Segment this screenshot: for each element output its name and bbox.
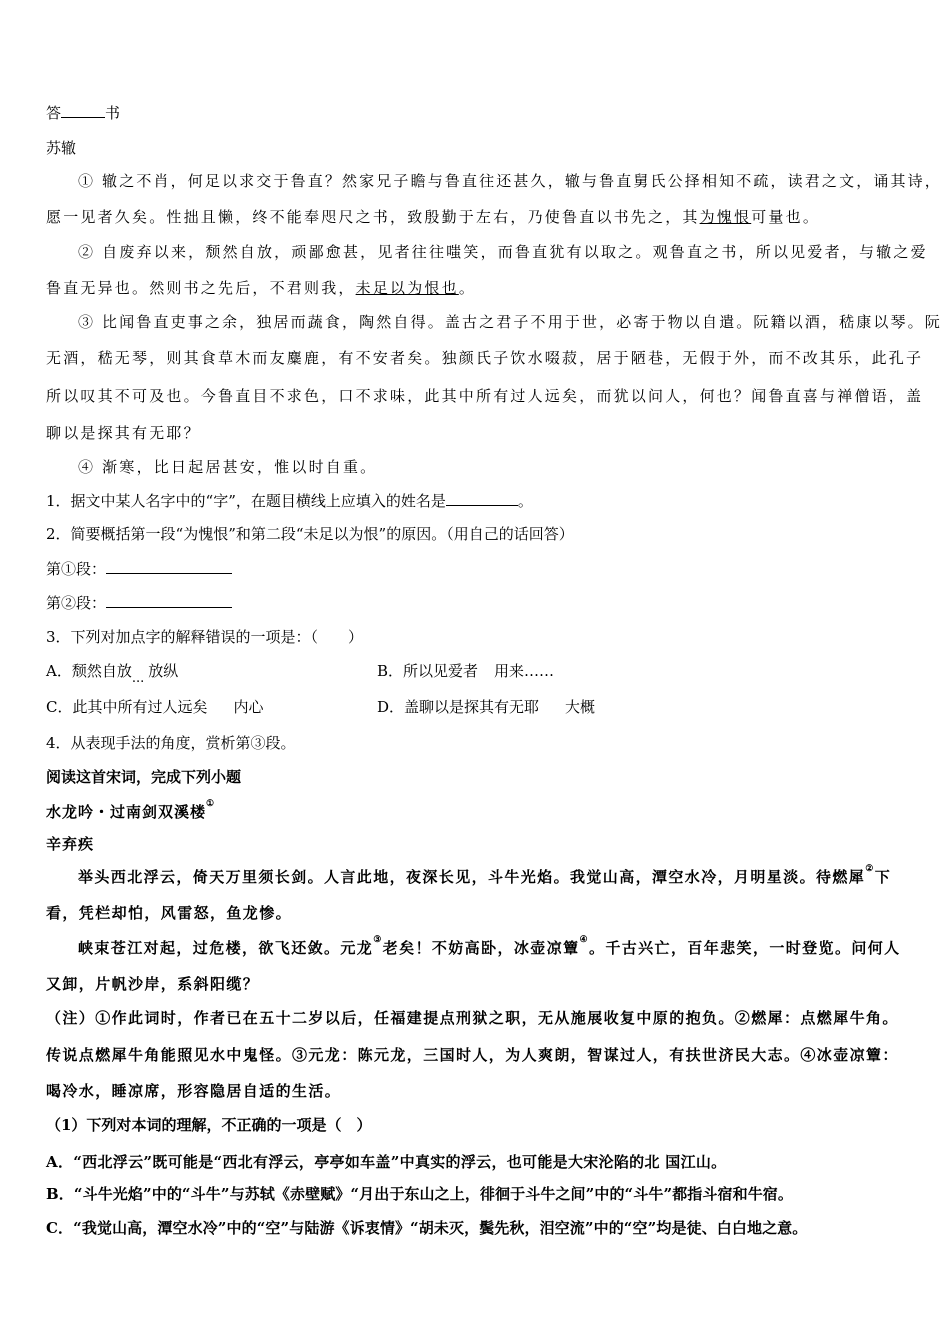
underlined-phrase-2: 未足以为恨也 — [355, 279, 459, 297]
poem-title: 水龙吟・过南剑双溪楼① — [46, 799, 216, 821]
question-3: 3．下列对加点字的解释错误的一项是：（ ） — [46, 628, 364, 646]
question-2: 2．简要概括第一段“为愧恨”和第二段“未足以为恨”的原因。（用自己的话回答） — [46, 525, 574, 543]
option-c: C．此其中所有过人远矣 内心 — [46, 698, 264, 716]
question-4: 4．从表现手法的角度，赏析第③段。 — [46, 734, 296, 752]
para1-line1: ① 辙之不肖，何足以求交于鲁直？然家兄子瞻与鲁直往还甚久，辙与鲁直舅氏公择相知不疏，读君之文，诵其诗， — [78, 172, 942, 190]
para3-line4: 聊以是探其有无耶？ — [46, 424, 201, 442]
letter-title: 答 书 — [46, 104, 121, 122]
subquestion-1: （1）下列对本词的理解，不正确的一项是（ ） — [46, 1116, 372, 1134]
answer-blank-2b — [106, 594, 232, 608]
para4: ④ 渐寒，比日起居甚安，惟以时自重。 — [78, 458, 378, 476]
stanza2-line2: 又卸，片帆沙岸，系斜阳缆？ — [46, 975, 260, 993]
para3-line1: ③ 比闻鲁直吏事之余，独居而蔬食，陶然自得。盖古之君子不用于世，必寄于物以自遣。阮籍以酒，嵇康以琴。阮 — [78, 313, 942, 331]
underlined-phrase-1: 为愧恨 — [699, 208, 752, 226]
note-line2: 传说点燃犀牛角能照见水中鬼怪。③元龙：陈元龙，三国时人，为人爽朗，智谋过人，有扶世济民大志。④冰壶凉簟： — [46, 1046, 899, 1064]
para2-line1: ② 自废弃以来，颓然自放，顽鄙愈甚，见者往往嗤笑，而鲁直犹有以取之。观鲁直之书，所以见爱者，与辙之爱 — [78, 243, 928, 261]
poem-author: 辛弃疾 — [46, 835, 95, 853]
sub-option-b: B．“斗牛光焰”中的“斗牛”与苏轼《赤壁赋》“月出于东山之上，徘徊于斗牛之间”中的“斗牛”都指斗宿和牛宿。 — [46, 1185, 794, 1203]
note-line1: （注）①作此词时，作者已在五十二岁以后，任福建提点刑狱之职，无从施展收复中原的抱负。②燃犀：点燃犀牛角。 — [46, 1009, 899, 1027]
stanza1-line1: 举头西北浮云，倚天万里须长剑。人言此地，夜深长见，斗牛光焰。我觉山高，潭空水冷，月明星淡。待燃犀②下 — [78, 864, 892, 886]
option-b: B．所以见爱者 用来…… — [377, 662, 555, 680]
stanza1-line2: 看，凭栏却怕，风雷怒，鱼龙惨。 — [46, 904, 293, 922]
para1-line2: 愿一见者久矣。性拙且懒，终不能奉咫尺之书，致殷勤于左右，乃使鲁直以书先之，其为愧恨可量也。 — [46, 208, 821, 226]
para2-line2: 鲁直无异也。然则书之先后，不君则我，未足以为恨也。 — [46, 279, 477, 297]
section-heading: 阅读这首宋词，完成下列小题 — [46, 768, 242, 786]
answer-blank-2a — [106, 560, 232, 574]
question-2-part-1: 第①段： — [46, 558, 232, 579]
option-d: D．盖聊以是探其有无耶 大概 — [377, 698, 596, 716]
letter-author: 苏辙 — [46, 139, 77, 157]
para3-line3: 所以叹其不可及也。今鲁直目不求色，口不求味，此其中所有过人远矣，而犹以问人，何也？闻鲁直喜与禅僧语，盖 — [46, 387, 924, 405]
note-line3: 喝冷水，睡凉席，形容隐居自适的生活。 — [46, 1082, 342, 1100]
option-a: A．颓然自放... 放纵 — [46, 662, 179, 686]
para3-line2: 无酒，嵇无琴，则其食草木而友麋鹿，有不安者矣。独颜氏子饮水啜菽，居于陋巷，无假于外，而不改其乐，此孔子 — [46, 349, 924, 367]
question-1: 1．据文中某人名字中的“字”，在题目横线上应填入的姓名是 。 — [46, 492, 533, 510]
stanza2-line1: 峡束苍江对起，过危楼，欲飞还敛。元龙③老矣！不妨高卧，冰壶凉簟④。千古兴亡，百年悲笑，一时登览。问何人 — [78, 935, 901, 957]
question-2-part-2: 第②段： — [46, 592, 232, 613]
sub-option-c: C．“我觉山高，潭空水冷”中的“空”与陆游《诉衷情》“胡未灭，鬓先秋，泪空流”中的“空”均是徒、白白地之意。 — [46, 1219, 808, 1237]
title-blank — [61, 104, 105, 118]
sub-option-a: A．“西北浮云”既可能是“西北有浮云，亭亭如车盖”中真实的浮云，也可能是大宋沦陷的北 国江山。 — [46, 1153, 727, 1171]
answer-blank-1 — [446, 492, 518, 506]
